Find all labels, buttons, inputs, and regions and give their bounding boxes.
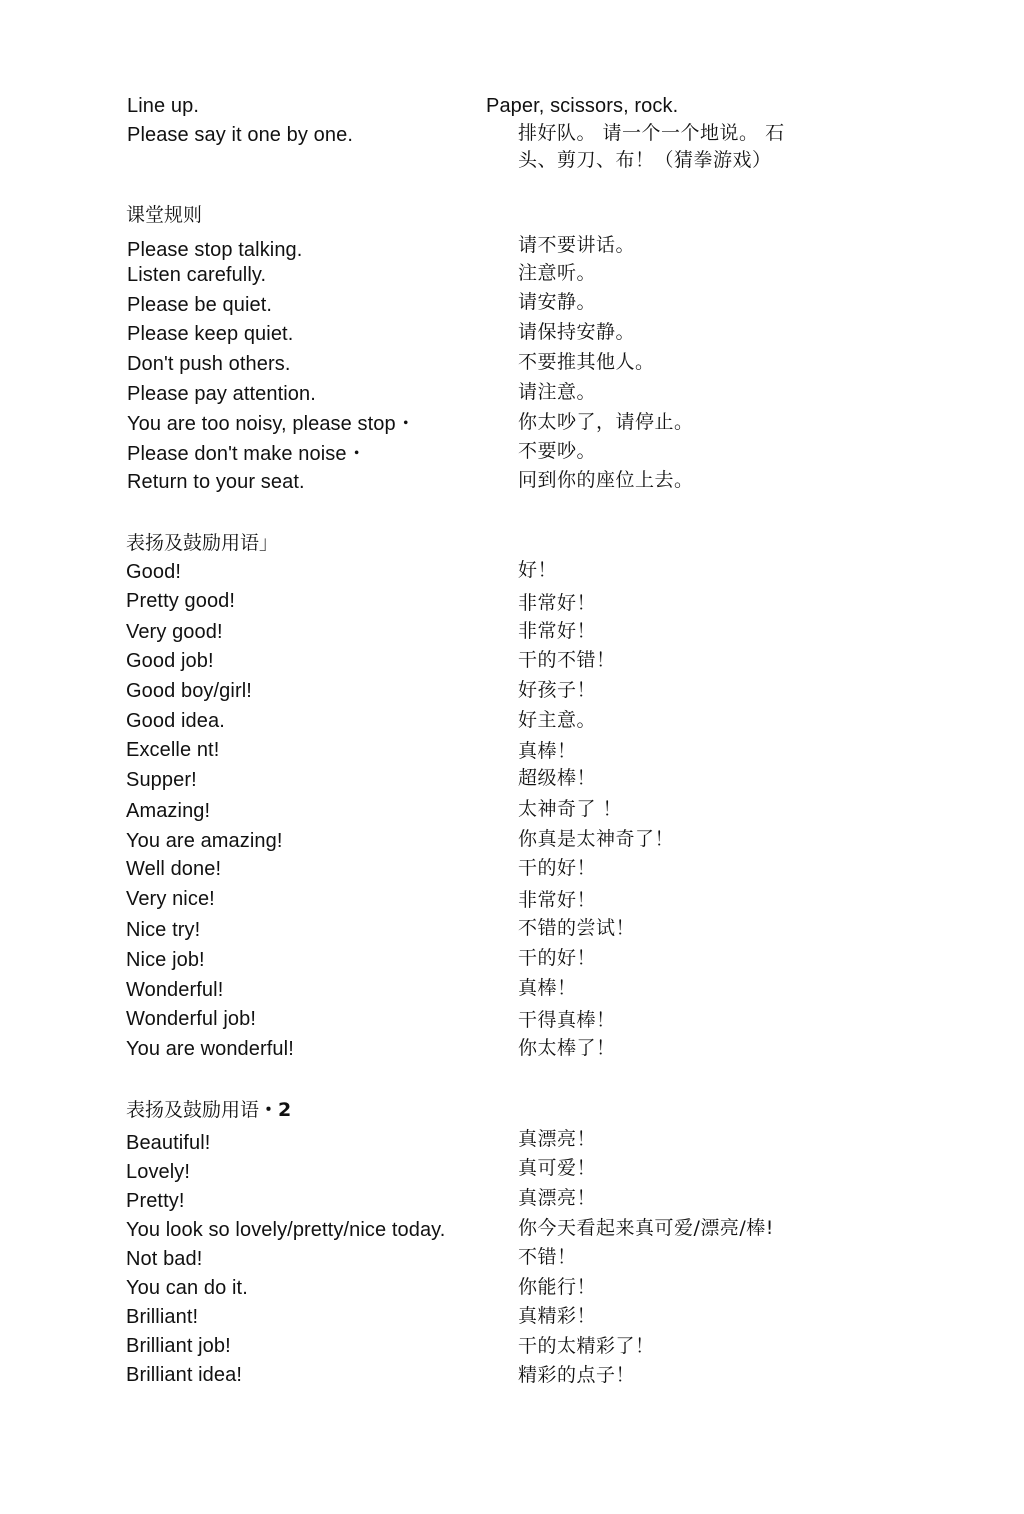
section-heading-text: 表扬及鼓励用语 <box>126 1099 260 1121</box>
phrase-zh: 干得真棒！ <box>518 1009 616 1031</box>
phrase-en: Nice job! <box>126 949 205 971</box>
phrase-en: You are too noisy, please stop・ <box>127 413 416 435</box>
phrase-en: Wonderful job! <box>126 1008 256 1030</box>
phrase-en: Lovely! <box>126 1161 191 1183</box>
phrase-zh: 真棒！ <box>518 977 577 999</box>
phrase-zh: 排好队。 请一个一个地说。 石 <box>518 122 785 144</box>
phrase-zh: 你太棒了！ <box>518 1037 616 1059</box>
phrase-zh: 真漂亮！ <box>518 1128 597 1150</box>
section-heading <box>126 1101 291 1120</box>
phrase-en: Very nice! <box>126 888 215 910</box>
phrase-zh: 请保持安静。 <box>518 321 636 343</box>
phrase-en: Please pay attention. <box>127 383 316 405</box>
phrase-zh: 好孩子！ <box>518 679 597 701</box>
phrase-zh: 不要吵。 <box>518 440 597 462</box>
phrase-en: Very good! <box>126 621 223 643</box>
phrase-en: Brilliant job! <box>126 1335 231 1357</box>
phrase-zh: 不错的尝试！ <box>518 917 636 939</box>
phrase-zh: 真精彩！ <box>518 1305 597 1327</box>
phrase-zh: 精彩的点子！ <box>518 1364 636 1386</box>
phrase-zh: 超级棒！ <box>518 767 597 789</box>
phrase-en: You are amazing! <box>126 830 283 852</box>
section-heading: 课堂规则 <box>126 204 203 226</box>
phrase-en: Listen carefully. <box>127 264 267 286</box>
phrase-zh: 非常好！ <box>518 889 597 911</box>
phrase-zh: 真棒！ <box>518 740 577 762</box>
phrase-en: Please keep quiet. <box>127 323 294 345</box>
phrase-en: You look so lovely/pretty/nice today. <box>126 1219 446 1241</box>
phrase-zh: 不错！ <box>518 1246 577 1268</box>
phrase-en: Pretty good! <box>126 590 236 612</box>
phrase-zh: 请不要讲话。 <box>518 234 636 256</box>
phrase-zh: 真漂亮！ <box>518 1187 597 1209</box>
phrase-en: Please don't make noise・ <box>127 443 367 465</box>
phrase-en: You can do it. <box>126 1277 248 1299</box>
phrase-zh: 你今天看起来真可爱/漂亮/棒! <box>518 1217 774 1239</box>
phrase-en: Pretty! <box>126 1190 185 1212</box>
phrase-en: Good idea. <box>126 710 225 732</box>
phrase-zh: 干的好！ <box>518 857 597 879</box>
phrase-en: Please stop talking. <box>127 239 303 261</box>
phrase-zh: 太神奇了 ！ <box>518 798 623 820</box>
phrase-en: Good job! <box>126 650 214 672</box>
phrase-zh: 不要推其他人。 <box>518 351 655 373</box>
phrase-zh: 请注意。 <box>518 381 597 403</box>
phrase-en: Good! <box>126 561 181 583</box>
phrase-zh: 干的不错！ <box>518 649 616 671</box>
section-heading: 表扬及鼓励用语」 <box>126 532 279 554</box>
phrase-zh: 干的太精彩了！ <box>518 1335 655 1357</box>
phrase-zh: 干的好！ <box>518 947 597 969</box>
phrase-en: Well done! <box>126 858 222 880</box>
phrase-zh: 好！ <box>518 559 558 581</box>
phrase-zh: 注意听。 <box>518 262 597 284</box>
phrase-en: Supper! <box>126 769 197 791</box>
phrase-zh: 请安静。 <box>518 291 597 313</box>
phrase-zh: 冋到你的座位上去。 <box>518 469 694 491</box>
phrase-en: Please say it one by one. <box>127 124 353 146</box>
phrase-zh: 非常好！ <box>518 620 597 642</box>
phrase-en: Paper, scissors, rock. <box>486 95 679 117</box>
phrase-en: Amazing! <box>126 800 211 822</box>
phrase-zh: 非常好！ <box>518 592 597 614</box>
phrase-zh: 头、剪刀、布！（猜拳游戏） <box>518 149 772 171</box>
phrase-en: Nice try! <box>126 919 201 941</box>
phrase-en: Line up. <box>127 95 199 117</box>
phrase-zh: 你能行！ <box>518 1276 597 1298</box>
phrase-en: Excelle nt! <box>126 739 220 761</box>
phrase-zh: 你真是太神奇了！ <box>518 828 675 850</box>
phrase-zh: 真可爱！ <box>518 1157 597 1179</box>
phrase-en: Good boy/girl! <box>126 680 252 702</box>
phrase-en: Don't push others. <box>127 353 291 375</box>
phrase-en: Not bad! <box>126 1248 203 1270</box>
phrase-en: Please be quiet. <box>127 294 273 316</box>
phrase-en: Brilliant! <box>126 1306 199 1328</box>
section-heading-number: ・2 <box>259 1099 292 1121</box>
phrase-en: Beautiful! <box>126 1132 211 1154</box>
phrase-en: Return to your seat. <box>127 471 305 493</box>
phrase-en: Brilliant idea! <box>126 1364 243 1386</box>
phrase-en: You are wonderful! <box>126 1038 294 1060</box>
phrase-zh: 好主意。 <box>518 709 597 731</box>
phrase-zh: 你太吵了，请停止。 <box>518 411 694 433</box>
phrase-en: Wonderful! <box>126 979 224 1001</box>
